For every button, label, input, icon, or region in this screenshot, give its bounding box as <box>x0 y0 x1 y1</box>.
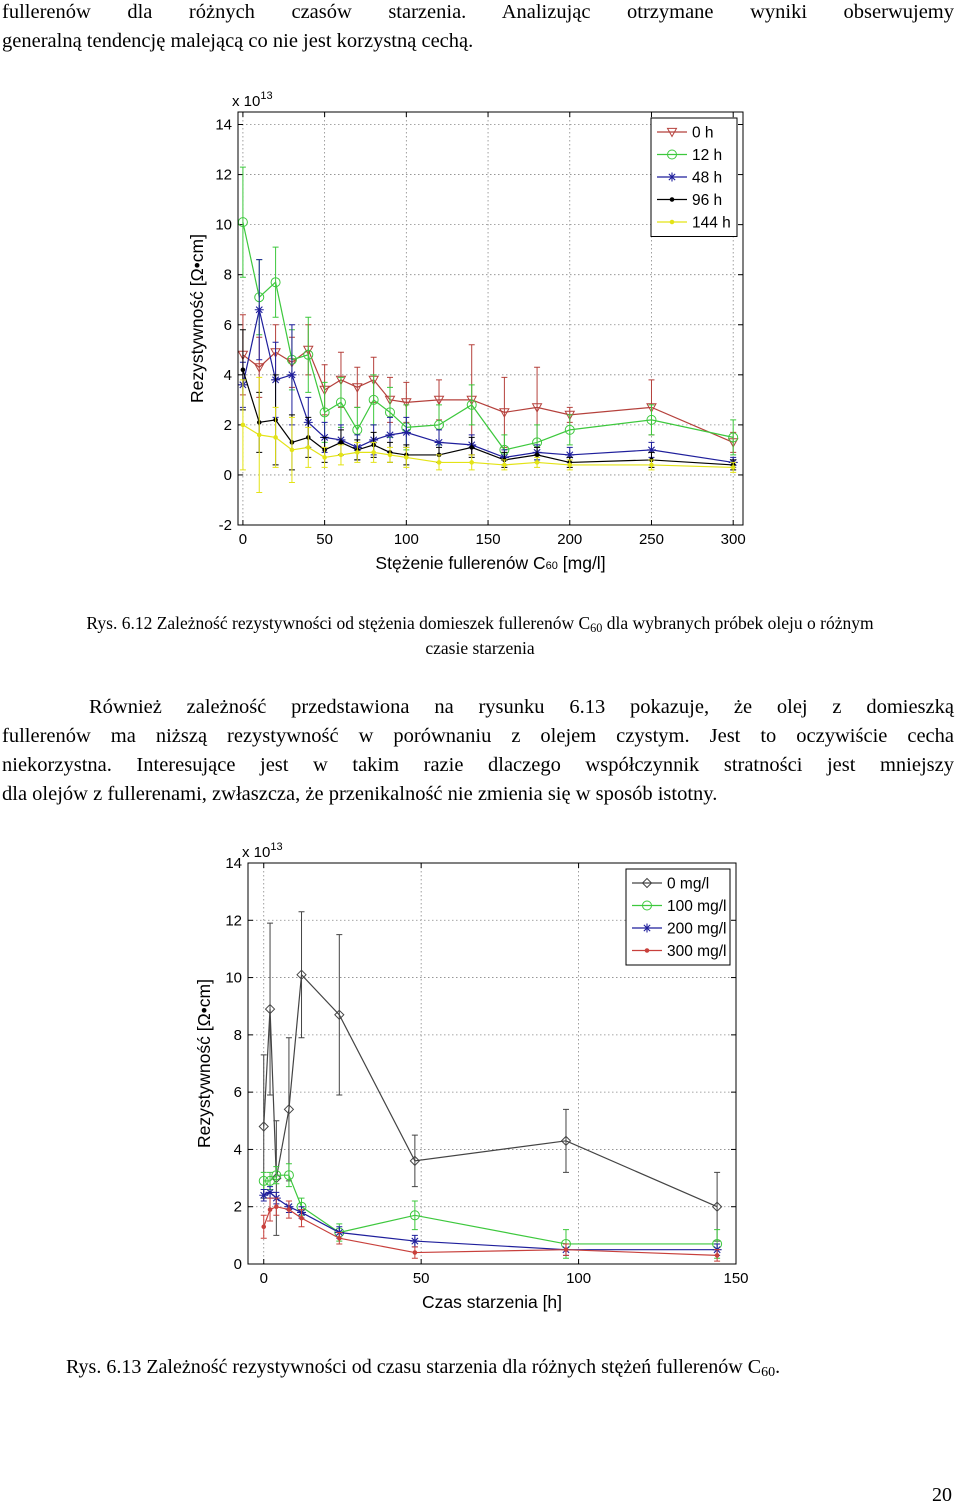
chart2-legend-label: 200 mg/l <box>667 920 727 938</box>
chart1-data-point <box>241 368 245 372</box>
chart1-legend-label: 48 h <box>692 169 723 187</box>
chart2-ytick-label: 4 <box>233 1141 242 1159</box>
chart1-data-point <box>323 456 327 460</box>
chart1-data-point <box>306 446 310 450</box>
chart1-data-point <box>241 423 245 427</box>
chart1-legend-label: 12 h <box>692 147 723 164</box>
chart1-ytick-label: 2 <box>223 416 232 434</box>
caption-6-13-text-a: Rys. 6.13 Zależność rezystywności od czasu starzenia dla różnych stężeń fullerenów C <box>66 1356 762 1378</box>
chart1-data-point <box>402 428 411 437</box>
chart1-data-point <box>385 430 394 439</box>
chart1-legend-marker <box>670 198 674 202</box>
chart1-data-point <box>435 438 444 447</box>
caption-6-12-sub: 60 <box>590 621 603 635</box>
chart1-exponent-label: x $10^{13}$ <box>232 90 273 110</box>
chart1-ytick-label: -2 <box>218 517 232 534</box>
chart1-data-point <box>290 448 294 452</box>
chart2-xtick-label: 100 <box>566 1270 592 1287</box>
body-line-4: dla olejów z fullerenami, zwłaszcza, że przenikalność nie zmienia się w sposób istotny. <box>2 783 718 805</box>
chart2-x-axis-label: Czas starzenia [h] <box>421 1292 563 1312</box>
chart2-ytick-label: 10 <box>225 969 242 987</box>
chart2-xtick-label: 150 <box>723 1270 749 1287</box>
chart1-data-point <box>257 433 261 437</box>
body-line-1: Również zależność przedstawiona na rysunku 6.13 pokazuje, że olej z domieszką <box>89 696 954 718</box>
chart2-legend-label: 100 mg/l <box>667 898 727 915</box>
chart2-data-point <box>268 1208 272 1212</box>
chart1-xtick-label: 50 <box>316 531 333 548</box>
chart2-data-point <box>715 1254 719 1258</box>
chart2-ytick-label: 12 <box>225 912 242 930</box>
chart1-legend-marker <box>668 173 677 182</box>
chart-resistivity-vs-concentration <box>0 0 960 600</box>
caption-6-12-text-c: czasie starzenia <box>425 638 535 658</box>
chart1-legend-label: 144 h <box>692 214 731 232</box>
chart2-ytick-label: 0 <box>233 1256 242 1273</box>
chart1-data-point <box>650 463 654 467</box>
chart1-xtick-label: 100 <box>393 531 419 548</box>
chart2-legend-label: 0 mg/l <box>667 875 710 893</box>
chart1-y-axis-label: Rezystywność [Ω•cm] <box>187 234 207 403</box>
chart1-data-point <box>535 453 539 457</box>
chart1-xtick-label: 0 <box>238 531 248 548</box>
page-number: 20 <box>932 1484 952 1506</box>
chart1-xtick-label: 200 <box>557 531 583 548</box>
chart1-ytick-label: 14 <box>215 116 232 134</box>
chart1-data-point <box>437 461 441 465</box>
figure-caption-6-12 <box>0 611 960 661</box>
chart1-ytick-label: 8 <box>223 266 232 284</box>
chart1-data-point <box>388 453 392 457</box>
chart1-exponent-sup: 13 <box>260 90 273 102</box>
chart1-data-point <box>470 446 474 450</box>
chart1-data-point <box>503 463 507 467</box>
chart2-ytick-label: 14 <box>225 855 242 872</box>
chart1-data-point <box>287 370 296 379</box>
caption-6-12-text-b: dla wybranych próbek oleju o różnym <box>602 613 874 633</box>
chart2-legend <box>626 869 730 965</box>
chart2-xtick-label: 50 <box>412 1270 430 1287</box>
chart2-data-point <box>413 1251 417 1255</box>
chart1-data-point <box>470 461 474 465</box>
chart2-xtick-label: 0 <box>259 1270 268 1287</box>
chart1-legend-label: 96 h <box>692 192 723 209</box>
chart2-ytick-label: 2 <box>233 1198 242 1216</box>
chart1-legend <box>651 118 737 237</box>
chart1-xtick-label: 250 <box>638 531 664 548</box>
caption-6-13-sub: 60 <box>761 1365 776 1380</box>
chart1-ytick-label: 4 <box>223 366 232 384</box>
caption-6-13-text-b: . <box>775 1356 781 1378</box>
chart1-ytick-label: 10 <box>215 216 232 234</box>
chart1-legend-label: 0 h <box>692 124 714 142</box>
chart1-data-point <box>274 436 278 440</box>
chart2-exponent-label: x $10^{13}$ <box>242 841 283 861</box>
chart1-xtick-label: 150 <box>475 531 501 548</box>
chart1-x-axis-label-unit: [mg/l] <box>557 553 606 573</box>
chart2-data-point <box>287 1208 291 1212</box>
chart1-data-point <box>339 441 343 445</box>
chart1-ytick-label: 12 <box>215 166 232 184</box>
chart1-data-point <box>405 456 409 460</box>
body-line-2: fullerenów ma niższą rezystywność w porównaniu z olejem czystym. Jest to oczywiście cecha <box>2 725 954 747</box>
chart2-data-point <box>300 1216 304 1220</box>
chart2-ytick-label: 6 <box>233 1084 242 1102</box>
intro-line-2: generalną tendencję malejącą co nie jest korzystną cechą. <box>2 30 474 52</box>
chart2-data-point <box>275 1205 279 1209</box>
caption-6-12-text-a: Rys. 6.12 Zależność rezystywności od stężenia domieszek fullerenów C <box>86 613 591 633</box>
chart1-data-point <box>568 463 572 467</box>
chart2-data-point <box>262 1225 266 1229</box>
chart1-x-axis-label-sub: 60 <box>545 560 558 572</box>
figure-caption-6-13 <box>66 1354 780 1380</box>
chart1-data-point <box>339 453 343 457</box>
body-paragraph <box>2 693 954 809</box>
chart2-legend-label: 300 mg/l <box>667 943 727 960</box>
chart2-exponent-sup: 13 <box>270 841 283 853</box>
chart2-data-point <box>338 1236 342 1240</box>
chart1-legend-marker <box>670 220 674 224</box>
chart1-data-point <box>535 461 539 465</box>
body-line-3: niekorzystna. Interesujące jest w takim razie dlaczego współczynnik stratności jest mniejszy <box>2 754 954 776</box>
chart2-data-point <box>564 1248 568 1252</box>
chart1-ytick-label: 6 <box>223 316 232 334</box>
chart1-ytick-label: 0 <box>223 466 232 484</box>
chart2-y-axis-label: Rezystywność [Ω•cm] <box>194 979 214 1148</box>
chart1-x-axis-label: Stężenie fullerenów C60 [mg/l] <box>375 553 606 573</box>
chart1-data-point <box>255 305 264 314</box>
chart1-data-point <box>356 451 360 455</box>
chart1-xtick-label: 300 <box>720 531 746 548</box>
chart1-data-point <box>731 466 735 470</box>
chart-resistivity-vs-aging-time <box>0 830 960 1320</box>
chart2-legend-marker <box>645 949 649 953</box>
chart1-data-point <box>372 451 376 455</box>
intro-line-1: fullerenów dla różnych czasów starzenia. Analizując otrzymane wyniki obserwujemy <box>2 1 954 23</box>
chart2-ytick-label: 8 <box>233 1026 242 1044</box>
